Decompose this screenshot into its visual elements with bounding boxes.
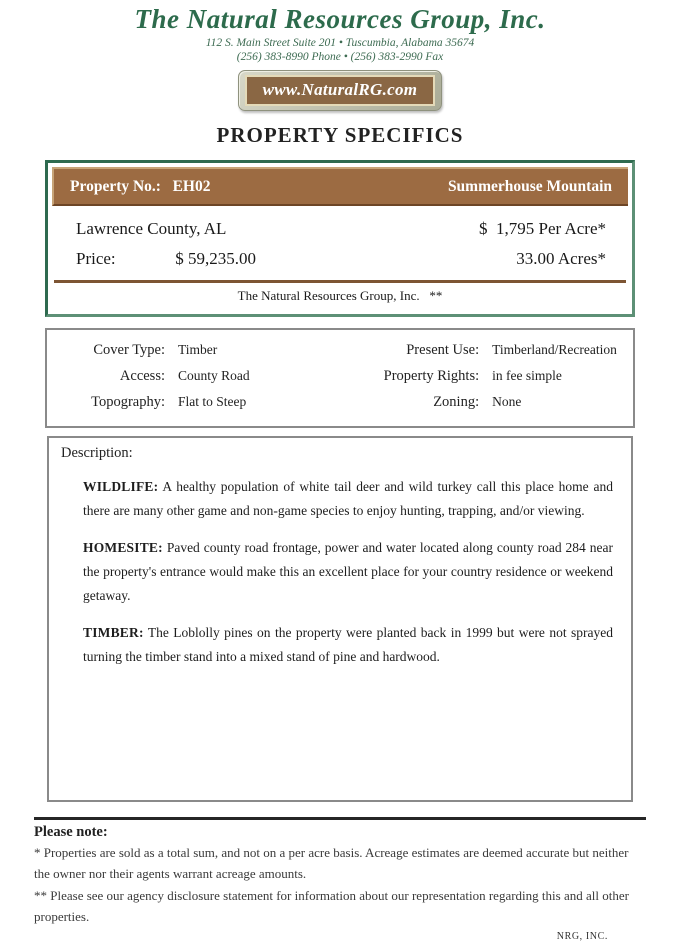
present-use-value: Timberland/Recreation: [492, 342, 617, 357]
price-value: $ 59,235.00: [175, 249, 256, 268]
please-note-heading: Please note:: [34, 824, 108, 840]
card-divider: [54, 280, 626, 283]
card-footer-text: The Natural Resources Group, Inc. **: [237, 288, 443, 303]
wildlife-text: A healthy population of white tail deer and wild turkey call this place home and there are many other game and non-game species to enjoy hunting, trapping, and/or viewing.: [83, 479, 613, 518]
topography-label: Topography:: [91, 394, 165, 410]
property-number: Property No.: EH02: [70, 178, 211, 195]
description-box: [47, 436, 633, 802]
price-row: [76, 244, 606, 274]
cover-type-label: Cover Type:: [93, 342, 165, 358]
homesite-text: Paved county road frontage, power and water located along county road 284 near the property's entrance would make this an excellent place for your country residence or weekend getaway.: [83, 540, 613, 603]
homesite-paragraph: [83, 536, 613, 608]
wildlife-paragraph: [83, 475, 613, 523]
price-label: Price:: [76, 249, 116, 268]
present-use-label: Present Use:: [406, 342, 480, 358]
company-address: 112 S. Main Street Suite 201 • Tuscumbia, Alabama 35674: [205, 37, 475, 49]
access-value: County Road: [178, 368, 250, 383]
property-rights-value: in fee simple: [492, 368, 562, 383]
company-name: The Natural Resources Group, Inc.: [134, 4, 546, 34]
note-disclosure: ** Please see our agency disclosure statement for information about our representation regarding this and all other properties.: [34, 888, 629, 924]
price-group: [76, 244, 256, 274]
acreage: 33.00 Acres*: [516, 249, 606, 268]
homesite-tag: HOMESITE:: [83, 540, 163, 555]
wildlife-tag: WILDLIFE:: [83, 479, 159, 494]
property-location: Lawrence County, AL: [76, 219, 227, 238]
website-url[interactable]: www.NaturalRG.com: [262, 80, 418, 99]
details-box: [45, 328, 635, 428]
description-heading: Description:: [61, 445, 133, 461]
website-badge-plate: [245, 75, 436, 106]
page-title: PROPERTY SPECIFICS: [216, 123, 464, 147]
website-badge[interactable]: [238, 70, 443, 111]
details-right-column: [321, 342, 619, 410]
note-acreage: * Properties are sold as a total sum, and not on a per acre basis. Acreage estimates are deemed accurate but neither the owner nor their agents warrant acreage amounts.: [34, 845, 629, 881]
property-rights-label: Property Rights:: [383, 368, 480, 384]
timber-text: The Loblolly pines on the property were planted back in 1999 but were not sprayed turning the timber stand into a mixed stand of pine and hardwood.: [83, 625, 613, 664]
property-name: Summerhouse Mountain: [447, 178, 612, 195]
cover-type-value: Timber: [178, 342, 218, 357]
location-row: [76, 214, 606, 244]
access-label: Access:: [119, 368, 165, 384]
zoning-label: Zoning:: [433, 394, 480, 410]
price-per-acre: $ 1,795 Per Acre*: [478, 219, 606, 238]
company-phone-fax: (256) 383-8990 Phone • (256) 383-2990 Fax: [236, 51, 444, 63]
timber-tag: TIMBER:: [83, 625, 144, 640]
website-badge-wrap: [0, 70, 680, 111]
timber-paragraph: [83, 621, 613, 669]
details-left-column: [57, 342, 321, 410]
zoning-value: None: [492, 394, 522, 409]
property-card-body: [52, 206, 628, 274]
footer-divider: [34, 817, 646, 820]
topography-value: Flat to Steep: [178, 394, 247, 409]
property-card-header: [52, 167, 628, 206]
header: [0, 2, 680, 148]
property-card: [45, 160, 635, 317]
nrg-signature: NRG, INC.: [556, 931, 608, 942]
